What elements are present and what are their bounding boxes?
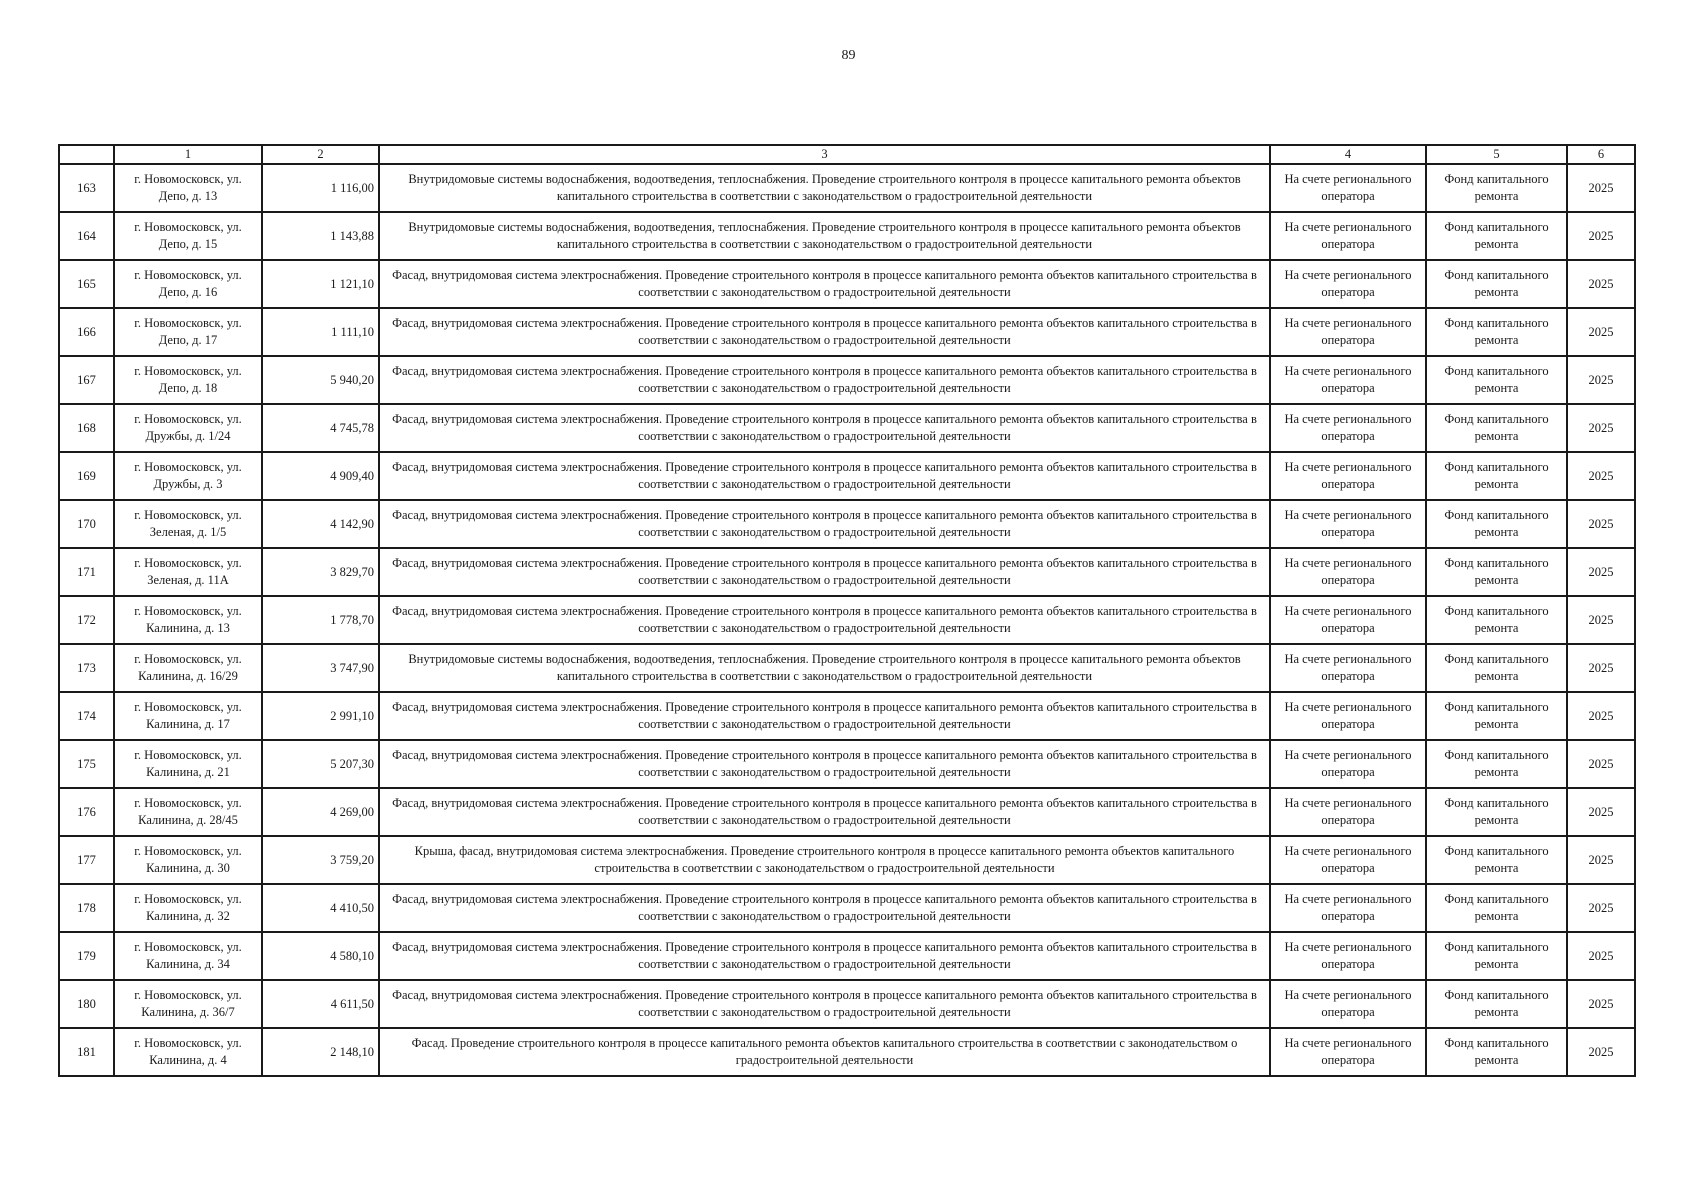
funding-source-cell: Фонд капитального ремонта [1426, 740, 1567, 788]
account-method-cell: На счете регионального оператора [1270, 548, 1426, 596]
cost-cell: 3 829,70 [262, 548, 379, 596]
table-row [59, 452, 1635, 500]
year-cell: 2025 [1567, 1028, 1635, 1076]
account-method-cell: На счете регионального оператора [1270, 788, 1426, 836]
works-description-cell: Фасад, внутридомовая система электроснабжения. Проведение строительного контроля в процессе капитального ремонта объектов капитального строительства в соответствии с законодательством о градостроительной деятельности [379, 884, 1270, 932]
account-method-cell: На счете регионального оператора [1270, 1028, 1426, 1076]
address-cell: г. Новомосковск, ул. Депо, д. 18 [114, 356, 262, 404]
cost-cell: 2 148,10 [262, 1028, 379, 1076]
year-cell: 2025 [1567, 308, 1635, 356]
row-number-cell: 163 [59, 164, 114, 212]
cost-cell: 5 207,30 [262, 740, 379, 788]
column-number-header [59, 145, 1635, 164]
header-cell-3: 3 [379, 145, 1270, 164]
year-cell: 2025 [1567, 212, 1635, 260]
table-row [59, 596, 1635, 644]
works-description-cell: Фасад, внутридомовая система электроснабжения. Проведение строительного контроля в процессе капитального ремонта объектов капитального строительства в соответствии с законодательством о градостроительной деятельности [379, 500, 1270, 548]
funding-source-cell: Фонд капитального ремонта [1426, 692, 1567, 740]
address-cell: г. Новомосковск, ул. Депо, д. 16 [114, 260, 262, 308]
address-cell: г. Новомосковск, ул. Калинина, д. 34 [114, 932, 262, 980]
row-number-cell: 171 [59, 548, 114, 596]
table-row [59, 356, 1635, 404]
cost-cell: 1 121,10 [262, 260, 379, 308]
address-cell: г. Новомосковск, ул. Калинина, д. 21 [114, 740, 262, 788]
funding-source-cell: Фонд капитального ремонта [1426, 500, 1567, 548]
table-row [59, 308, 1635, 356]
address-cell: г. Новомосковск, ул. Калинина, д. 4 [114, 1028, 262, 1076]
address-cell: г. Новомосковск, ул. Калинина, д. 36/7 [114, 980, 262, 1028]
row-number-cell: 175 [59, 740, 114, 788]
cost-cell: 4 269,00 [262, 788, 379, 836]
funding-source-cell: Фонд капитального ремонта [1426, 404, 1567, 452]
year-cell: 2025 [1567, 644, 1635, 692]
funding-source-cell: Фонд капитального ремонта [1426, 548, 1567, 596]
address-cell: г. Новомосковск, ул. Калинина, д. 16/29 [114, 644, 262, 692]
cost-cell: 4 909,40 [262, 452, 379, 500]
account-method-cell: На счете регионального оператора [1270, 980, 1426, 1028]
header-cell-5: 5 [1426, 145, 1567, 164]
table-row [59, 884, 1635, 932]
works-description-cell: Фасад, внутридомовая система электроснабжения. Проведение строительного контроля в процессе капитального ремонта объектов капитального строительства в соответствии с законодательством о градостроительной деятельности [379, 932, 1270, 980]
table-row [59, 740, 1635, 788]
table-row [59, 836, 1635, 884]
address-cell: г. Новомосковск, ул. Калинина, д. 17 [114, 692, 262, 740]
table-row [59, 260, 1635, 308]
cost-cell: 4 410,50 [262, 884, 379, 932]
works-description-cell: Фасад, внутридомовая система электроснабжения. Проведение строительного контроля в процессе капитального ремонта объектов капитального строительства в соответствии с законодательством о градостроительной деятельности [379, 788, 1270, 836]
year-cell: 2025 [1567, 548, 1635, 596]
account-method-cell: На счете регионального оператора [1270, 884, 1426, 932]
address-cell: г. Новомосковск, ул. Депо, д. 13 [114, 164, 262, 212]
funding-source-cell: Фонд капитального ремонта [1426, 788, 1567, 836]
works-description-cell: Фасад, внутридомовая система электроснабжения. Проведение строительного контроля в процессе капитального ремонта объектов капитального строительства в соответствии с законодательством о градостроительной деятельности [379, 308, 1270, 356]
address-cell: г. Новомосковск, ул. Зеленая, д. 1/5 [114, 500, 262, 548]
year-cell: 2025 [1567, 740, 1635, 788]
row-number-cell: 176 [59, 788, 114, 836]
cost-cell: 4 142,90 [262, 500, 379, 548]
account-method-cell: На счете регионального оператора [1270, 500, 1426, 548]
address-cell: г. Новомосковск, ул. Дружбы, д. 3 [114, 452, 262, 500]
works-description-cell: Внутридомовые системы водоснабжения, водоотведения, теплоснабжения. Проведение строительного контроля в процессе капитального ремонта объектов капитального строительства в соответствии с законодательством о градостроительной деятельности [379, 164, 1270, 212]
account-method-cell: На счете регионального оператора [1270, 596, 1426, 644]
account-method-cell: На счете регионального оператора [1270, 740, 1426, 788]
account-method-cell: На счете регионального оператора [1270, 356, 1426, 404]
account-method-cell: На счете регионального оператора [1270, 404, 1426, 452]
year-cell: 2025 [1567, 260, 1635, 308]
account-method-cell: На счете регионального оператора [1270, 692, 1426, 740]
table-row [59, 980, 1635, 1028]
funding-source-cell: Фонд капитального ремонта [1426, 836, 1567, 884]
address-cell: г. Новомосковск, ул. Депо, д. 17 [114, 308, 262, 356]
funding-source-cell: Фонд капитального ремонта [1426, 212, 1567, 260]
table-row [59, 548, 1635, 596]
cost-cell: 4 611,50 [262, 980, 379, 1028]
address-cell: г. Новомосковск, ул. Дружбы, д. 1/24 [114, 404, 262, 452]
header-cell-6: 6 [1567, 145, 1635, 164]
account-method-cell: На счете регионального оператора [1270, 644, 1426, 692]
address-cell: г. Новомосковск, ул. Зеленая, д. 11А [114, 548, 262, 596]
funding-source-cell: Фонд капитального ремонта [1426, 644, 1567, 692]
works-description-cell: Фасад, внутридомовая система электроснабжения. Проведение строительного контроля в процессе капитального ремонта объектов капитального строительства в соответствии с законодательством о градостроительной деятельности [379, 980, 1270, 1028]
works-description-cell: Фасад, внутридомовая система электроснабжения. Проведение строительного контроля в процессе капитального ремонта объектов капитального строительства в соответствии с законодательством о градостроительной деятельности [379, 260, 1270, 308]
account-method-cell: На счете регионального оператора [1270, 212, 1426, 260]
works-description-cell: Фасад, внутридомовая система электроснабжения. Проведение строительного контроля в процессе капитального ремонта объектов капитального строительства в соответствии с законодательством о градостроительной деятельности [379, 452, 1270, 500]
cost-cell: 2 991,10 [262, 692, 379, 740]
works-description-cell: Фасад. Проведение строительного контроля в процессе капитального ремонта объектов капитального строительства в соответствии с законодательством о градостроительной деятельности [379, 1028, 1270, 1076]
table-row [59, 500, 1635, 548]
funding-source-cell: Фонд капитального ремонта [1426, 980, 1567, 1028]
funding-source-cell: Фонд капитального ремонта [1426, 260, 1567, 308]
address-cell: г. Новомосковск, ул. Депо, д. 15 [114, 212, 262, 260]
address-cell: г. Новомосковск, ул. Калинина, д. 28/45 [114, 788, 262, 836]
funding-source-cell: Фонд капитального ремонта [1426, 308, 1567, 356]
table-body [59, 145, 1635, 1076]
header-cell-4: 4 [1270, 145, 1426, 164]
year-cell: 2025 [1567, 404, 1635, 452]
table-row [59, 212, 1635, 260]
page-number: 89 [841, 48, 856, 63]
account-method-cell: На счете регионального оператора [1270, 452, 1426, 500]
works-description-cell: Фасад, внутридомовая система электроснабжения. Проведение строительного контроля в процессе капитального ремонта объектов капитального строительства в соответствии с законодательством о градостроительной деятельности [379, 692, 1270, 740]
address-cell: г. Новомосковск, ул. Калинина, д. 13 [114, 596, 262, 644]
works-description-cell: Фасад, внутридомовая система электроснабжения. Проведение строительного контроля в процессе капитального ремонта объектов капитального строительства в соответствии с законодательством о градостроительной деятельности [379, 404, 1270, 452]
cost-cell: 1 116,00 [262, 164, 379, 212]
row-number-cell: 166 [59, 308, 114, 356]
funding-source-cell: Фонд капитального ремонта [1426, 932, 1567, 980]
year-cell: 2025 [1567, 356, 1635, 404]
works-description-cell: Крыша, фасад, внутридомовая система электроснабжения. Проведение строительного контроля в процессе капитального ремонта объектов капитального строительства в соответствии с законодательством о градостроительной деятельности [379, 836, 1270, 884]
year-cell: 2025 [1567, 980, 1635, 1028]
works-description-cell: Фасад, внутридомовая система электроснабжения. Проведение строительного контроля в процессе капитального ремонта объектов капитального строительства в соответствии с законодательством о градостроительной деятельности [379, 356, 1270, 404]
account-method-cell: На счете регионального оператора [1270, 164, 1426, 212]
year-cell: 2025 [1567, 164, 1635, 212]
table-row [59, 788, 1635, 836]
table-row [59, 404, 1635, 452]
row-number-cell: 165 [59, 260, 114, 308]
cost-cell: 3 747,90 [262, 644, 379, 692]
year-cell: 2025 [1567, 692, 1635, 740]
cost-cell: 4 580,10 [262, 932, 379, 980]
header-cell-0 [59, 145, 114, 164]
table-row [59, 932, 1635, 980]
row-number-cell: 173 [59, 644, 114, 692]
year-cell: 2025 [1567, 788, 1635, 836]
row-number-cell: 181 [59, 1028, 114, 1076]
account-method-cell: На счете регионального оператора [1270, 260, 1426, 308]
row-number-cell: 178 [59, 884, 114, 932]
row-number-cell: 170 [59, 500, 114, 548]
capital-repair-table [58, 144, 1636, 1077]
works-description-cell: Фасад, внутридомовая система электроснабжения. Проведение строительного контроля в процессе капитального ремонта объектов капитального строительства в соответствии с законодательством о градостроительной деятельности [379, 548, 1270, 596]
table-row [59, 692, 1635, 740]
table-row [59, 644, 1635, 692]
row-number-cell: 177 [59, 836, 114, 884]
address-cell: г. Новомосковск, ул. Калинина, д. 32 [114, 884, 262, 932]
funding-source-cell: Фонд капитального ремонта [1426, 452, 1567, 500]
row-number-cell: 168 [59, 404, 114, 452]
account-method-cell: На счете регионального оператора [1270, 836, 1426, 884]
funding-source-cell: Фонд капитального ремонта [1426, 356, 1567, 404]
address-cell: г. Новомосковск, ул. Калинина, д. 30 [114, 836, 262, 884]
table-row [59, 1028, 1635, 1076]
account-method-cell: На счете регионального оператора [1270, 308, 1426, 356]
works-description-cell: Внутридомовые системы водоснабжения, водоотведения, теплоснабжения. Проведение строительного контроля в процессе капитального ремонта объектов капитального строительства в соответствии с законодательством о градостроительной деятельности [379, 644, 1270, 692]
cost-cell: 1 143,88 [262, 212, 379, 260]
year-cell: 2025 [1567, 500, 1635, 548]
funding-source-cell: Фонд капитального ремонта [1426, 1028, 1567, 1076]
cost-cell: 1 778,70 [262, 596, 379, 644]
header-cell-1: 1 [114, 145, 262, 164]
works-description-cell: Внутридомовые системы водоснабжения, водоотведения, теплоснабжения. Проведение строительного контроля в процессе капитального ремонта объектов капитального строительства в соответствии с законодательством о градостроительной деятельности [379, 212, 1270, 260]
table-row [59, 164, 1635, 212]
works-description-cell: Фасад, внутридомовая система электроснабжения. Проведение строительного контроля в процессе капитального ремонта объектов капитального строительства в соответствии с законодательством о градостроительной деятельности [379, 740, 1270, 788]
cost-cell: 5 940,20 [262, 356, 379, 404]
year-cell: 2025 [1567, 932, 1635, 980]
cost-cell: 4 745,78 [262, 404, 379, 452]
row-number-cell: 172 [59, 596, 114, 644]
year-cell: 2025 [1567, 836, 1635, 884]
works-description-cell: Фасад, внутридомовая система электроснабжения. Проведение строительного контроля в процессе капитального ремонта объектов капитального строительства в соответствии с законодательством о градостроительной деятельности [379, 596, 1270, 644]
cost-cell: 3 759,20 [262, 836, 379, 884]
row-number-cell: 164 [59, 212, 114, 260]
row-number-cell: 174 [59, 692, 114, 740]
row-number-cell: 180 [59, 980, 114, 1028]
funding-source-cell: Фонд капитального ремонта [1426, 884, 1567, 932]
account-method-cell: На счете регионального оператора [1270, 932, 1426, 980]
header-cell-2: 2 [262, 145, 379, 164]
cost-cell: 1 111,10 [262, 308, 379, 356]
year-cell: 2025 [1567, 596, 1635, 644]
funding-source-cell: Фонд капитального ремонта [1426, 164, 1567, 212]
row-number-cell: 179 [59, 932, 114, 980]
row-number-cell: 169 [59, 452, 114, 500]
year-cell: 2025 [1567, 452, 1635, 500]
funding-source-cell: Фонд капитального ремонта [1426, 596, 1567, 644]
year-cell: 2025 [1567, 884, 1635, 932]
row-number-cell: 167 [59, 356, 114, 404]
